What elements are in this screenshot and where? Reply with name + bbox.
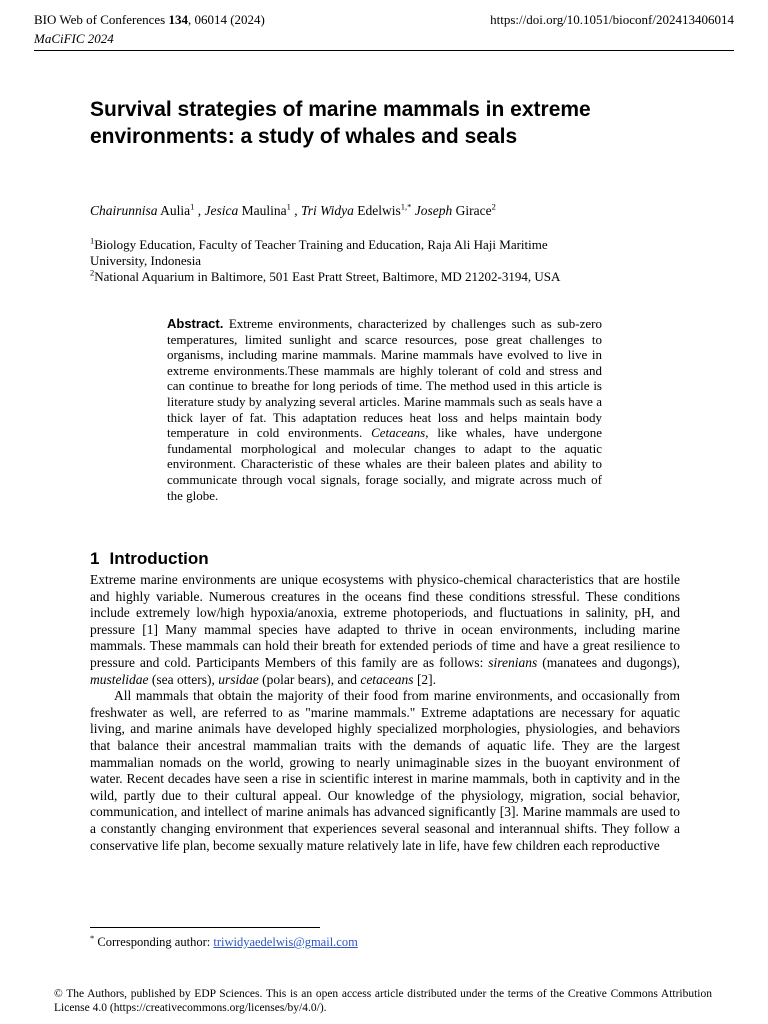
section-heading-introduction: 1 Introduction xyxy=(90,549,209,568)
author: Jesica Maulina$^1$ , xyxy=(204,201,301,218)
corresponding-author-footnote: * Corresponding author: triwidyaedelwis@gmail.com xyxy=(90,932,358,949)
author: Tri Widya Edelwis$^{1,*}$ xyxy=(301,201,412,218)
author-email-link[interactable]: triwidyaedelwis@gmail.com xyxy=(213,935,358,949)
affiliation: $^2$National Aquarium in Baltimore, 501 East Pratt Street, Baltimore, MD 21202-3194, USA xyxy=(90,267,561,284)
volume-number: 134 xyxy=(168,12,188,27)
header-divider xyxy=(34,50,734,51)
affiliations xyxy=(90,237,650,285)
author: Chairunnisa Aulia$^1$ , xyxy=(90,201,205,218)
introduction-body xyxy=(90,572,680,854)
paper-title: Survival strategies of marine mammals in extreme environments: a study of whales and seals xyxy=(90,98,591,148)
author-list xyxy=(90,203,496,219)
paragraph: Extreme marine environments are unique ecosystems with physico-chemical characteristics that are hostile and highly variable. Numerous creatures in the oceans find these conditions stressful. These conditions include extremely low/high hypoxia/anoxia, extreme photoperiods, and fluctuations in salinity, pH, and pressure [1] Many mammal species have adapted to thrive in ocean environments, including marine mammals. These mammals can hold their breath for extended periods of time and have a great resilience to pressure and cold. Participants Members of this family are as follows: sirenians (manatees and dugongs), mustelidae (sea otters), ursidae (polar bears), and cetaceans [2]. xyxy=(90,572,680,687)
doi-link[interactable]: https://doi.org/10.1051/bioconf/202413406014 xyxy=(490,12,734,27)
conference-name: MaCiFIC 2024 xyxy=(34,31,114,46)
license-notice: © The Authors, published by EDP Sciences. This is an open access article distributed under the terms of the Creative Commons Attribution License 4.0 (https://creativecommons.org/licenses/by/4.0/). xyxy=(54,988,712,1014)
abstract: Abstract. Extreme environments, characterized by challenges such as sub-zero temperatures, limited sunlight and scarce resources, pose great challenges to organisms, including marine mammals. Marine mammals have evolved to live in extreme environments.These mammals are highly tolerant of cold and stress and can continue to breathe for long periods of time. The method used in this article is literature study by analyzing several articles. Marine mammals such as seals have a thick layer of fat. This adaptation reduces heat loss and helps maintain body temperature in cold environments. Cetaceans, like whales, have undergone fundamental morphological and molecular changes to adapt to the aquatic environment. Characteristic of these whales are their baleen plates and ability to communicate through vocal signals, forage socially, and migrate across much of the globe. xyxy=(167,316,602,503)
affiliation-continuation: University, Indonesia xyxy=(90,253,202,268)
footnote-divider xyxy=(90,927,320,928)
affiliation: $^1$Biology Education, Faculty of Teacher Training and Education, Raja Ali Haji Maritime xyxy=(90,235,548,252)
abstract-label: Abstract. xyxy=(167,316,224,331)
journal-citation: BIO Web of Conferences 134, 06014 (2024) xyxy=(34,12,265,27)
author: Joseph Girace$^2$ xyxy=(414,201,496,218)
paragraph: All mammals that obtain the majority of their food from marine environments, and occasionally from freshwater as well, are referred to as "marine mammals." Extreme adaptations are necessary for aquatic living, and marine animals have developed highly specialized morphologies, physiologies, and behaviors that balance their ancestral mammalian traits with the demands of aquatic life. They are the largest mammalian nomads on the world, growing to nearly unimaginable sizes in the buoyant environment of water. Recent decades have seen a rise in scientific interest in marine mammals, both in captivity and in the wild, partly due to their cultural appeal. Our knowledge of the physiology, migration, social behavior, communication, and intellect of marine animals has advanced significantly [3]. Marine mammals are used to a constantly changing environment that experiences several seasonal and interannual shifts. They follow a conservative life plan, become sexually mature relatively late in life, have few children each reproductive xyxy=(90,688,680,853)
